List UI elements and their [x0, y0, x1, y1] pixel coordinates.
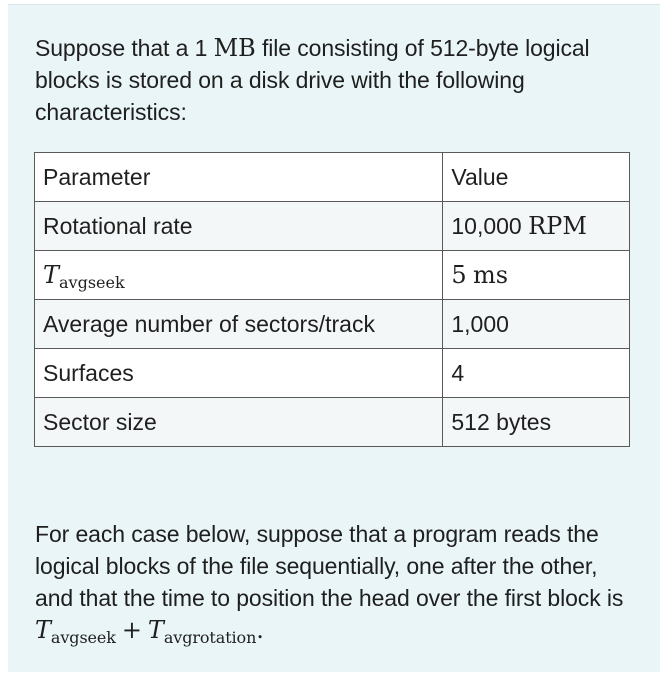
- header-value: Value: [443, 153, 630, 202]
- math-end-period: .: [256, 616, 264, 644]
- value-surfaces: 4: [443, 349, 630, 398]
- param-sectors-per-track: Average number of sectors/track: [35, 300, 443, 349]
- table-row: [35, 398, 630, 447]
- disk-parameters-table: [34, 152, 630, 447]
- param-surfaces: Surfaces: [35, 349, 443, 398]
- intro-before: Suppose that a 1: [35, 35, 208, 61]
- value-unit: ms: [473, 261, 509, 289]
- header-parameter: Parameter: [35, 153, 443, 202]
- outro-paragraph: [35, 518, 635, 646]
- param-sector-size: Sector size: [35, 398, 443, 447]
- math-T1: T: [35, 616, 51, 644]
- problem-card: [8, 4, 660, 672]
- value-unit: RPM: [528, 212, 587, 240]
- math-T2: T: [147, 616, 164, 644]
- math-sub1: avgseek: [50, 628, 116, 647]
- param-avg-seek: [35, 251, 443, 300]
- table-row: [35, 202, 630, 251]
- math-subscript: avgseek: [59, 273, 125, 292]
- value-sector-size: 512 bytes: [443, 398, 630, 447]
- table-row: [35, 251, 630, 300]
- outro-text: For each case below, suppose that a program reads the logical blocks of the file sequentially, one after the other, and that the time to position the head over the first block is: [35, 521, 624, 611]
- math-T: T: [43, 261, 60, 289]
- value-sectors-per-track: 1,000: [443, 300, 630, 349]
- table-row: [35, 300, 630, 349]
- math-plus: +: [121, 616, 142, 644]
- value-number: 10,000: [451, 213, 522, 239]
- value-avg-seek: [443, 251, 630, 300]
- math-sub2: avgrotation: [163, 628, 257, 647]
- table-header-row: [35, 153, 630, 202]
- intro-paragraph: [35, 32, 635, 128]
- param-rotational-rate: Rotational rate: [35, 202, 443, 251]
- value-rotational-rate: [443, 202, 630, 251]
- intro-after: file consisting of 512-byte logical blocks is stored on a disk drive with the following characteristics:: [35, 35, 590, 125]
- table-row: [35, 349, 630, 398]
- intro-mb-unit: MB: [213, 34, 256, 62]
- value-number: 5: [451, 261, 467, 289]
